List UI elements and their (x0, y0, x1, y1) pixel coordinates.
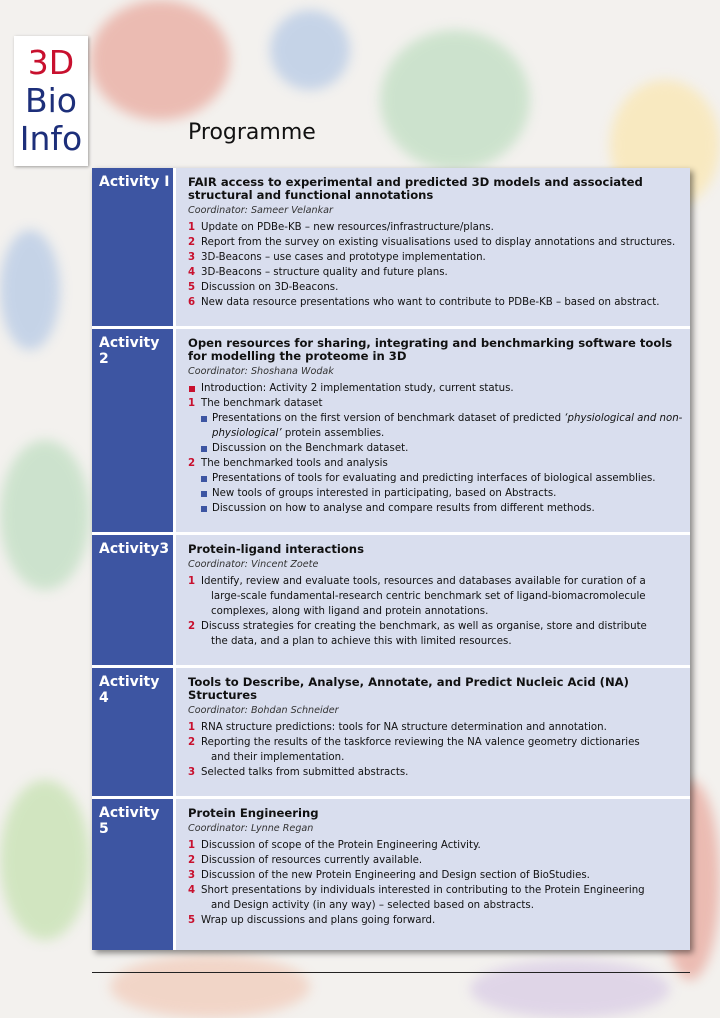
list-item: 4 3D-Beacons – structure quality and future plans. (188, 267, 448, 278)
list-item: 2 The benchmarked tools and analysis (188, 458, 388, 469)
list-item: 1 Discussion of scope of the Protein Engineering Activity. (188, 840, 481, 851)
footer-rule (92, 972, 690, 973)
activity-2-content (176, 329, 690, 532)
activity-3-label: Activity3 (92, 535, 176, 665)
sub-list-item: New tools of groups interested in participating, based on Abstracts. (188, 486, 684, 501)
list-item: 3 3D-Beacons – use cases and prototype implementation. (188, 252, 486, 263)
page-title: Programme (188, 120, 316, 145)
activity-4-title: Tools to Describe, Analyse, Annotate, and Predict Nucleic Acid (NA) Structures (188, 675, 629, 702)
list-item: Introduction: Activity 2 implementation study, current status. (188, 381, 684, 396)
sub-list-item: Discussion on how to analyse and compare results from different methods. (188, 501, 684, 516)
activity-2-row (92, 329, 690, 532)
list-item: 5 Discussion on 3D-Beacons. (188, 282, 339, 293)
sub-list-item: Presentations on the first version of benchmark dataset of predicted ‘physiological and non-physiological’ protein assemblies. (188, 411, 684, 441)
square-bullet-icon (201, 506, 207, 512)
square-bullet-icon (201, 476, 207, 482)
activity-2-coordinator: Coordinator: Shoshana Wodak (188, 366, 334, 377)
list-item: 2 Discussion of resources currently available. (188, 855, 423, 866)
activity-2-label: Activity 2 (92, 329, 176, 532)
activity-3-title: Protein-ligand interactions (188, 542, 364, 556)
activity-1-content (176, 168, 690, 326)
activity-3-content (176, 535, 690, 665)
list-item: 1 RNA structure predictions: tools for NA structure determination and annotation. (188, 722, 607, 733)
activity-2-title: Open resources for sharing, integrating and benchmarking software tools for modelling the proteome in 3D (188, 336, 673, 363)
sub-list-item: Presentations of tools for evaluating and predicting interfaces of biological assemblies. (188, 471, 684, 486)
programme-panel (92, 168, 690, 950)
list-item: 6 New data resource presentations who want to contribute to PDBe-KB – based on abstract. (188, 297, 660, 308)
square-bullet-icon (201, 491, 207, 497)
list-item: 2 Report from the survey on existing visualisations used to display annotations and structures. (188, 237, 676, 248)
square-bullet-icon (201, 446, 207, 452)
activity-4-row (92, 668, 690, 796)
list-item: 3 Selected talks from submitted abstracts. (188, 767, 409, 778)
activity-4-content (176, 668, 690, 796)
list-item: 2 Reporting the results of the taskforce reviewing the NA valence geometry dictionaries and their implementation. (188, 737, 640, 763)
activity-5-label: Activity 5 (92, 799, 176, 950)
sub-list-item: Discussion on the Benchmark dataset. (188, 441, 684, 456)
3dbioinfo-logo (14, 36, 88, 166)
activity-5-coordinator: Coordinator: Lynne Regan (188, 823, 314, 834)
list-item: 1 Update on PDBe-KB – new resources/infrastructure/plans. (188, 222, 494, 233)
logo-line-bio: Bio (25, 81, 77, 120)
list-item: 4 Short presentations by individuals interested in contributing to the Protein Engineering and Design activity (in any way) – selected based on abstracts. (188, 885, 645, 911)
activity-5-content (176, 799, 690, 950)
list-item: 5 Wrap up discussions and plans going forward. (188, 915, 436, 926)
square-bullet-icon (201, 416, 207, 422)
list-item: 2 Discuss strategies for creating the benchmark, as well as organise, store and distribute the data, and a plan to achieve this with limited resources. (188, 621, 647, 647)
list-item: 1 Identify, review and evaluate tools, resources and databases available for curation of a large-scale fundamental-research centric benchmark set of ligand-biomacromolecule complexes, along with ligand and protein annotations. (188, 576, 646, 617)
activity-5-row (92, 799, 690, 950)
logo-line-info: Info (19, 119, 83, 158)
square-bullet-icon (189, 386, 195, 392)
activity-1-row (92, 168, 690, 326)
activity-5-title: Protein Engineering (188, 806, 319, 820)
activity-4-coordinator: Coordinator: Bohdan Schneider (188, 705, 339, 716)
activity-1-title: FAIR access to experimental and predicted 3D models and associated structural and functional annotations (188, 175, 643, 202)
list-item: 3 Discussion of the new Protein Engineering and Design section of BioStudies. (188, 870, 590, 881)
activity-3-row (92, 535, 690, 665)
activity-1-label: Activity I (92, 168, 176, 326)
activity-3-coordinator: Coordinator: Vincent Zoete (188, 559, 319, 570)
activity-4-label: Activity 4 (92, 668, 176, 796)
activity-1-coordinator: Coordinator: Sameer Velankar (188, 205, 333, 216)
list-item: 1 The benchmark dataset (188, 398, 323, 409)
logo-line-3d: 3D (27, 43, 75, 82)
